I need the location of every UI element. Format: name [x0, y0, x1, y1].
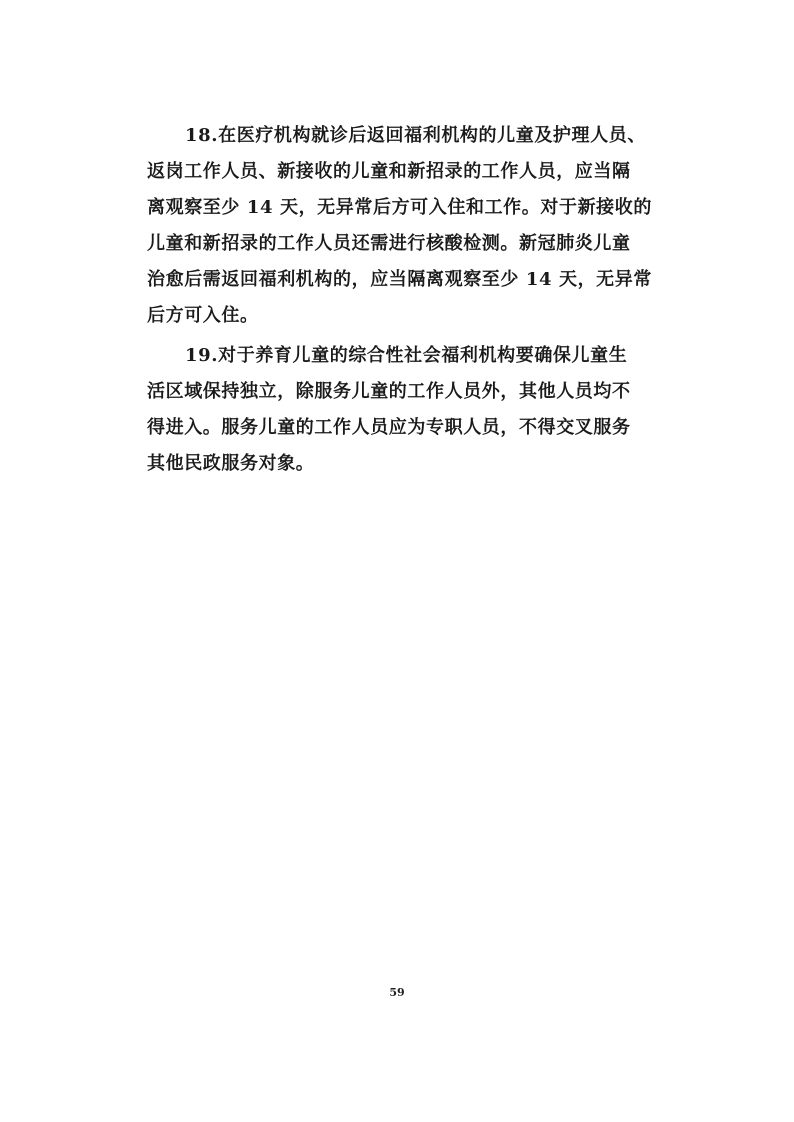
text-line: 得进入。服务儿童的工作人员应为专职人员，不得交叉服务: [147, 417, 631, 438]
text-line: 19.对于养育儿童的综合性社会福利机构要确保儿童生: [185, 345, 628, 366]
text-line: 儿童和新招录的工作人员还需进行核酸检测。新冠肺炎儿童: [147, 233, 631, 254]
page-number: 59: [389, 986, 405, 999]
paragraph-18: [147, 118, 667, 334]
text-line: 18.在医疗机构就诊后返回福利机构的儿童及护理人员、: [185, 125, 646, 146]
text-line: 返岗工作人员、新接收的儿童和新招录的工作人员，应当隔: [147, 161, 631, 182]
text-line: 后方可入住。: [147, 305, 259, 326]
text-line: 治愈后需返回福利机构的，应当隔离观察至少 14 天，无异常: [147, 269, 652, 290]
document-body: [147, 118, 667, 482]
text-line: 活区域保持独立，除服务儿童的工作人员外，其他人员均不: [147, 381, 631, 402]
text-line: 其他民政服务对象。: [147, 453, 315, 474]
paragraph-19: [147, 338, 667, 482]
text-line: 离观察至少 14 天，无异常后方可入住和工作。对于新接收的: [147, 197, 652, 218]
